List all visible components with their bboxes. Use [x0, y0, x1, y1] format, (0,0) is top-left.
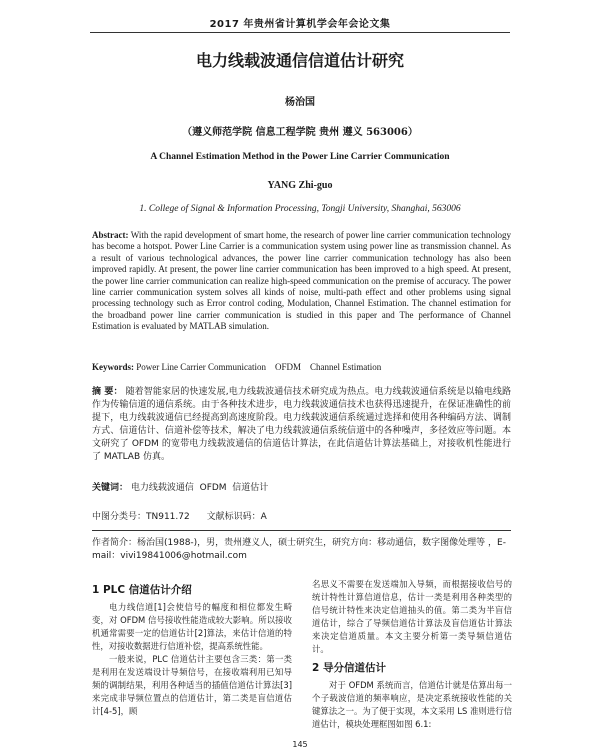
keywords-en-text: Power Line Carrier Communication OFDM Channel Estimation: [136, 362, 382, 372]
clc-number: 中图分类号：TN911.72: [92, 512, 190, 522]
paper-title: 电力线载波通信信道估计研究: [195, 51, 404, 70]
abstract-en-label: Abstract:: [92, 230, 129, 240]
keywords-en-label: Keywords:: [92, 362, 134, 372]
section-1-paragraph-1: 电力线信道[1]会使信号的幅度和相位都发生畸变，对 OFDM 信号接收性能造成较大影响。所以接收机通常需要一定的信道估计[2]算法，来估计信道的特性，对接收数据进行信道补偿，提高系统性能。: [92, 602, 292, 651]
abstract-cn-label: 摘 要：: [92, 387, 123, 397]
keywords-cn: [92, 480, 511, 493]
body-column-left: [92, 578, 292, 718]
footnote-rule: [92, 530, 511, 531]
section-1-paragraph-3: 名思义不需要在发送端加入导频，而根据接收信号的统计特性计算信道信息，估计一类是利用各种类型的信号统计特性来决定信道抽头的值。第二类为半盲信道估计，综合了导频信道估计算法及盲信道估计算法来决定信道质量。本文主要分析第一类导频信道估计。: [312, 579, 512, 654]
keywords-cn-text: 电力线载波通信 OFDM 信道估计: [130, 483, 269, 493]
affiliation-en: 1. College of Signal & Information Processing, Tongji University, Shanghai, 563006: [139, 204, 461, 214]
section-2-paragraph-1: 对于 OFDM 系统而言，信道估计就是估算出每一个子载波信道的频率响应，是决定系统接收性能的关键算法之一。为了便于实现，本文采用 LS 准则进行信道估计，模块处理框图如图 6.1:: [312, 680, 512, 729]
body-column-right: [312, 578, 512, 731]
abstract-en: [92, 230, 511, 333]
section-1-title: 1 PLC 信道估计介绍: [92, 584, 192, 596]
affiliation-cn: （遵义师范学院 信息工程学院 贵州 遵义 563006）: [182, 127, 418, 138]
abstract-cn: [92, 386, 511, 464]
author-name-en: YANG Zhi-guo: [267, 180, 333, 191]
document-code: 文献标识码：A: [206, 512, 267, 522]
classification-line: [92, 509, 511, 522]
author-note: 作者简介：杨治国(1988-)，男，贵州遵义人，硕士研究生，研究方向：移动通信，数字图像处理等 ，E-mail：vivi19841006@hotmail.com: [92, 538, 506, 561]
section-1-paragraph-2: 一般来说，PLC 信道估计主要包含三类：第一类是利用在发送端设计导频信号，在接收端利用已知导频的调制结果，利用各种适当的插值信道估计算法[3]来完成非导频位置点的信道估计，第二类是盲信道估计[4-5]，顾: [92, 654, 292, 716]
page-number: 145: [292, 740, 308, 749]
running-head: 2017 年贵州省计算机学会年会论文集: [209, 19, 391, 30]
abstract-en-text: With the rapid development of smart home, the research of power line carrier communication technology has become a hotspot. Power Line Carrier is a communication system using power line as transmission channel. As a result of various technological advances, the power line carrier communication technology has also been improved rapidly. At present, the power line carrier communication has been improved to a high speed. At present, the power line carrier communication can realize high-speed communication on the premise of accuracy. The power line carrier communication system solves all kinds of noise, multi-path effect and other problems using signal processing technology such as Error control coding, Modulation, Channel Estimation. The channel estimation for the broadband power line carrier communication is studied in this paper and The performance of Channel Estimation is evaluated by MATLAB simulation.: [92, 230, 511, 332]
keywords-en: [92, 362, 511, 372]
keywords-cn-label: 关键词：: [92, 483, 129, 493]
author-name-cn: 杨治国: [285, 97, 315, 108]
abstract-cn-text: 随着智能家居的快速发展,电力线载波通信技术研究成为热点。电力线载波通信系统是以输电线路作为传输信道的通信系统。由于各种技术进步，电力线载波通信技术也获得迅速提升，在保证准确性的前提下，电力线载波通信已经提高到高速度阶段。电力线载波通信系统通过选择和使用各种编码方法、调制方式、信道估计、信道补偿等技术，解决了电力线载波通信系统信道中的各种噪声，多径效应等问题。本文研究了 OFDM 的宽带电力线载波通信的信道估计算法，在此信道估计算法基础上，对接收机性能进行了 MATLAB 仿真。: [92, 387, 511, 462]
paper-title-en: A Channel Estimation Method in the Power Line Carrier Communication: [150, 152, 450, 162]
header-rule: [90, 32, 510, 33]
section-2-title: 2 导分信道估计: [312, 662, 386, 674]
